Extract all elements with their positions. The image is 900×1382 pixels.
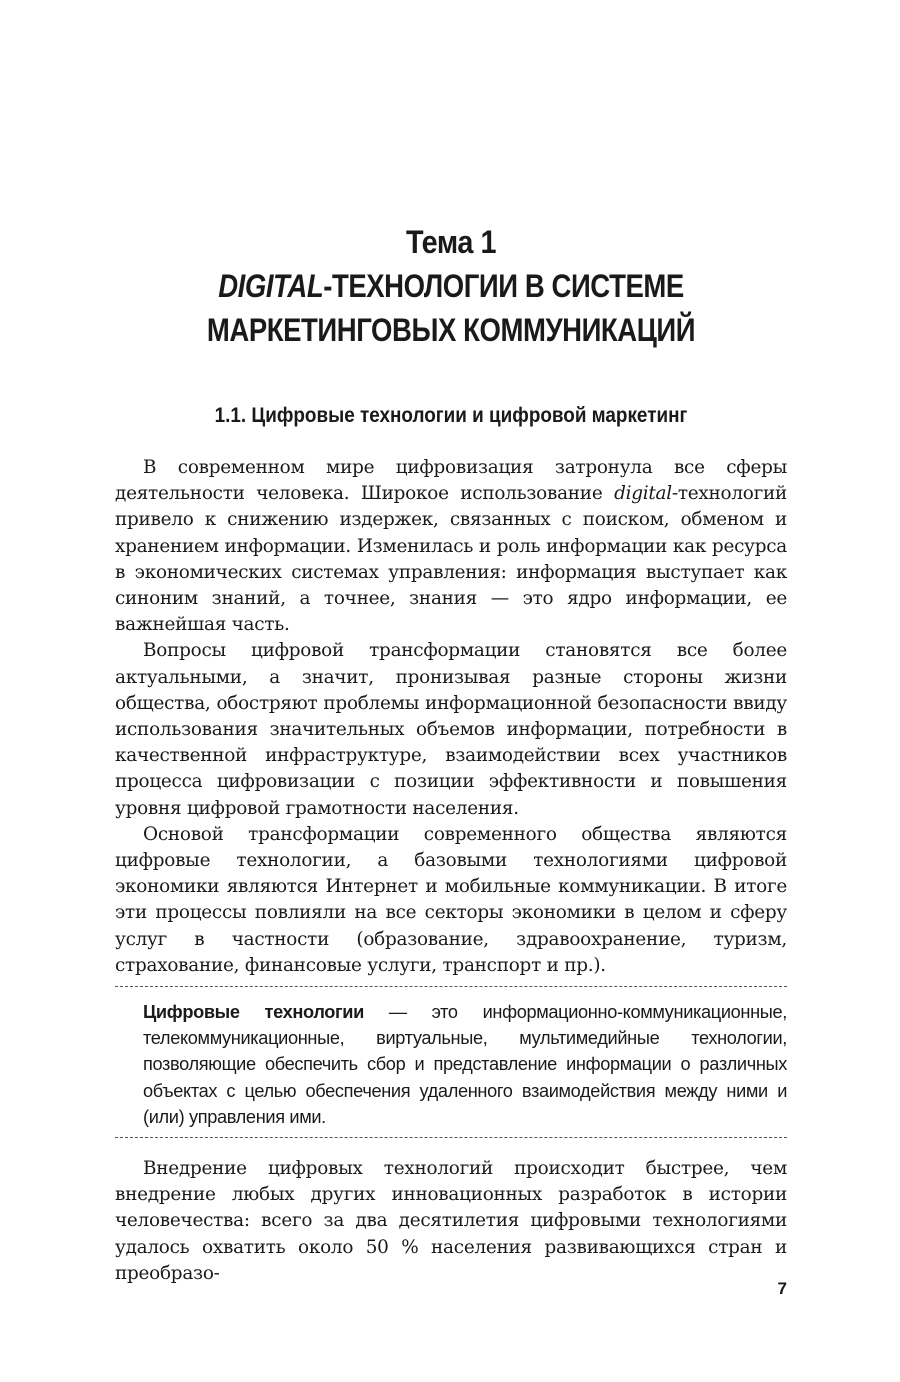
paragraph-1-italic: digital — [614, 483, 672, 505]
chapter-title-line-1 — [153, 264, 748, 308]
body-text-block-2 — [115, 1156, 787, 1287]
paragraph-3: Основой трансформации современного общества являются цифровые технологии, а базовыми технологиями цифровой экономики являются Интернет и мобильные коммуникации. В итоге эти процессы повлияли на все секторы экономики в целом и сферу услуг в частности (образование, здравоохранение, туризм, страхование, финансовые услуги, транспорт и пр.). — [115, 823, 787, 976]
chapter-title-italic: DIGITAL — [218, 268, 324, 304]
chapter-label: Тема 1 — [405, 224, 497, 260]
paragraph-1-part-a: В современном мире цифровизация затронула все сферы деятельности человека. Широкое использование — [115, 457, 787, 505]
chapter-title-rest: -ТЕХНОЛОГИИ В СИСТЕМЕ — [323, 268, 684, 304]
page-number: 7 — [777, 1279, 787, 1298]
section-title: 1.1. Цифровые технологии и цифровой маркетинг — [214, 404, 688, 427]
definition-term: Цифровые технологии — [143, 1002, 364, 1022]
definition-body: — это информационно-коммуникационные, телекоммуникационные, виртуальные, мультимедийные технологии, позволяющие обеспечить сбор и представление информации о различных объектах с целью обеспечения удаленного взаимодействия между ними и (или) управления ими. — [143, 1002, 787, 1127]
definition-box — [115, 986, 787, 1138]
book-page — [115, 0, 787, 1382]
paragraph-4: Внедрение цифровых технологий происходит быстрее, чем внедрение любых других инновационных разработок в истории человечества: всего за два десятилетия цифровыми технологиями удалось охватить около 50 % населения развивающихся стран и преобразо- — [115, 1158, 787, 1284]
paragraph-2: Вопросы цифровой трансформации становятся все более актуальными, а значит, пронизывая разные стороны жизни общества, обостряют проблемы информационной безопасности ввиду использования значительных объемов информации, потребности в качественной инфраструктуре, взаимодействии всех участников процесса цифровизации с позиции эффективности и повышения уровня цифровой грамотности населения. — [115, 640, 787, 819]
body-text-block — [115, 455, 787, 979]
chapter-title-line-2: МАРКЕТИНГОВЫХ КОММУНИКАЦИЙ — [206, 312, 696, 348]
chapter-title — [153, 264, 748, 352]
definition-text — [143, 999, 787, 1130]
paragraph-1 — [115, 455, 787, 638]
paragraph-1-part-b: -технологий привело к снижению издержек, связанных с поиском, обменом и хранением информации. Изменилась и роль информации как ресурса в экономических системах управления: информация выступает как синоним знаний, а точнее, знания — это ядро информации, ее важнейшая часть. — [115, 483, 787, 636]
